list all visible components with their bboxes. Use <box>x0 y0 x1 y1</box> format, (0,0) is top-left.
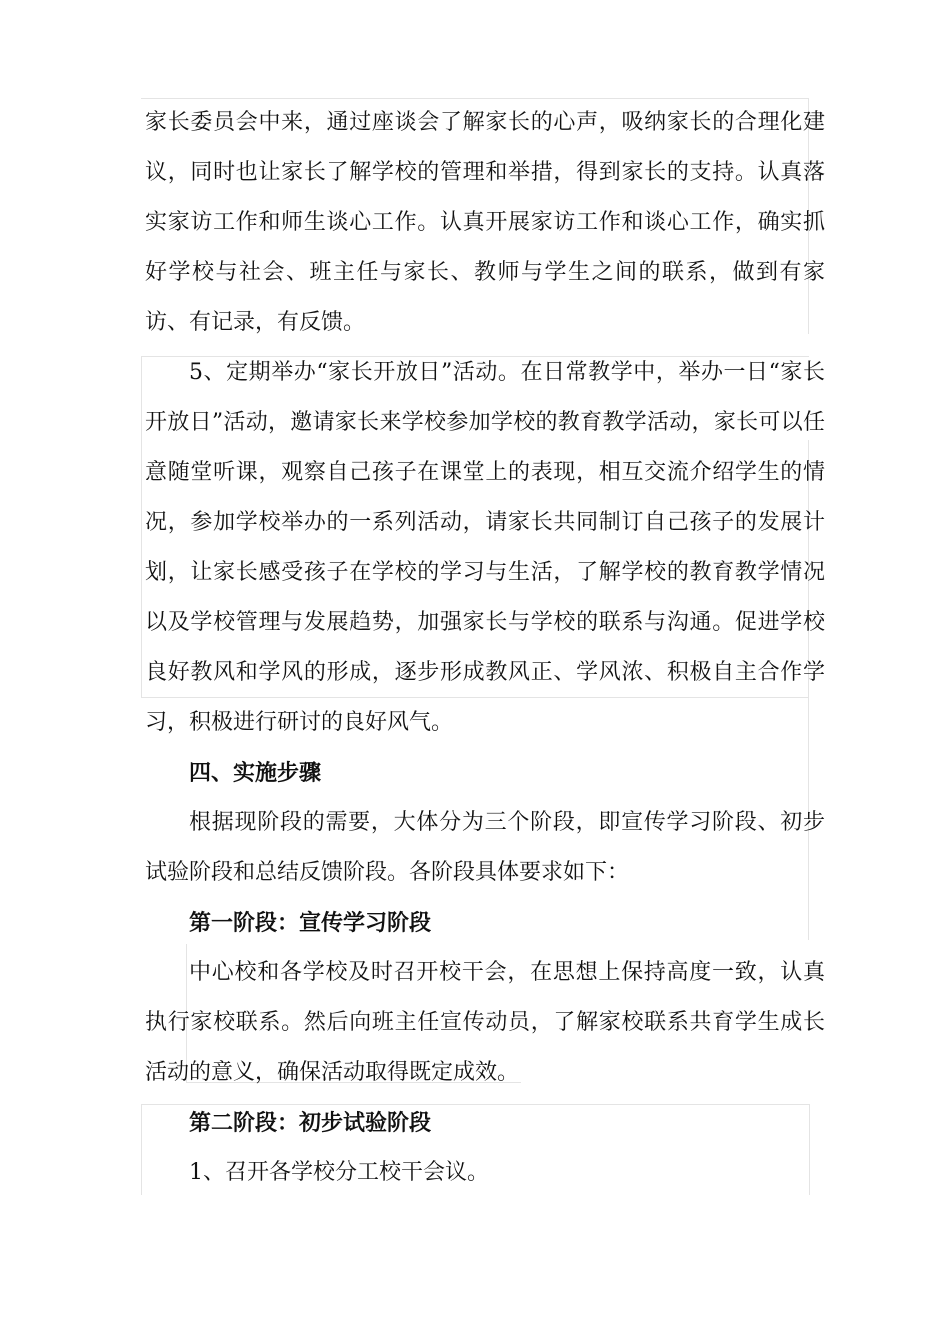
heading-stage-one: 第一阶段：宣传学习阶段 <box>189 910 432 936</box>
paragraph-stage-two-item-1: 1、召开各学校分工校干会议。 <box>189 1160 489 1185</box>
paragraph-parent-committee: 家长委员会中来，通过座谈会了解家长的心声，吸纳家长的合理化建议，同时也让家长了解学校的管理和举措，得到家长的支持。认真落实家访工作和师生谈心工作。认真开展家访工作和谈心工作，确实抓好学校与社会、班主任与家长、教师与学生之间的联系，做到有家访、有记录，有反馈。 <box>145 110 825 335</box>
paragraph-open-day: 5、定期举办“家长开放日”活动。在日常教学中，举办一日“家长开放日”活动，邀请家长来学校参加学校的教育教学活动，家长可以任意随堂听课，观察自己孩子在课堂上的表现，相互交流介绍学生的情况，参加学校举办的一系列活动，请家长共同制订自己孩子的发展计划，让家长感受孩子在学校的学习与生活，了解学校的教育教学情况以及学校管理与发展趋势，加强家长与学校的联系与沟通。促进学校良好教风和学风的形成，逐步形成教风正、学风浓、积极自主合作学习，积极进行研讨的良好风气。 <box>145 360 825 735</box>
paragraph-stages-intro: 根据现阶段的需要，大体分为三个阶段，即宣传学习阶段、初步试验阶段和总结反馈阶段。各阶段具体要求如下： <box>145 810 825 885</box>
heading-implementation-steps: 四、实施步骤 <box>189 760 322 786</box>
heading-stage-two: 第二阶段：初步试验阶段 <box>189 1110 432 1136</box>
paragraph-stage-one: 中心校和各学校及时召开校干会，在思想上保持高度一致，认真执行家校联系。然后向班主任宣传动员，了解家校联系共育学生成长活动的意义，确保活动取得既定成效。 <box>145 960 825 1085</box>
document-body <box>145 98 825 1198</box>
